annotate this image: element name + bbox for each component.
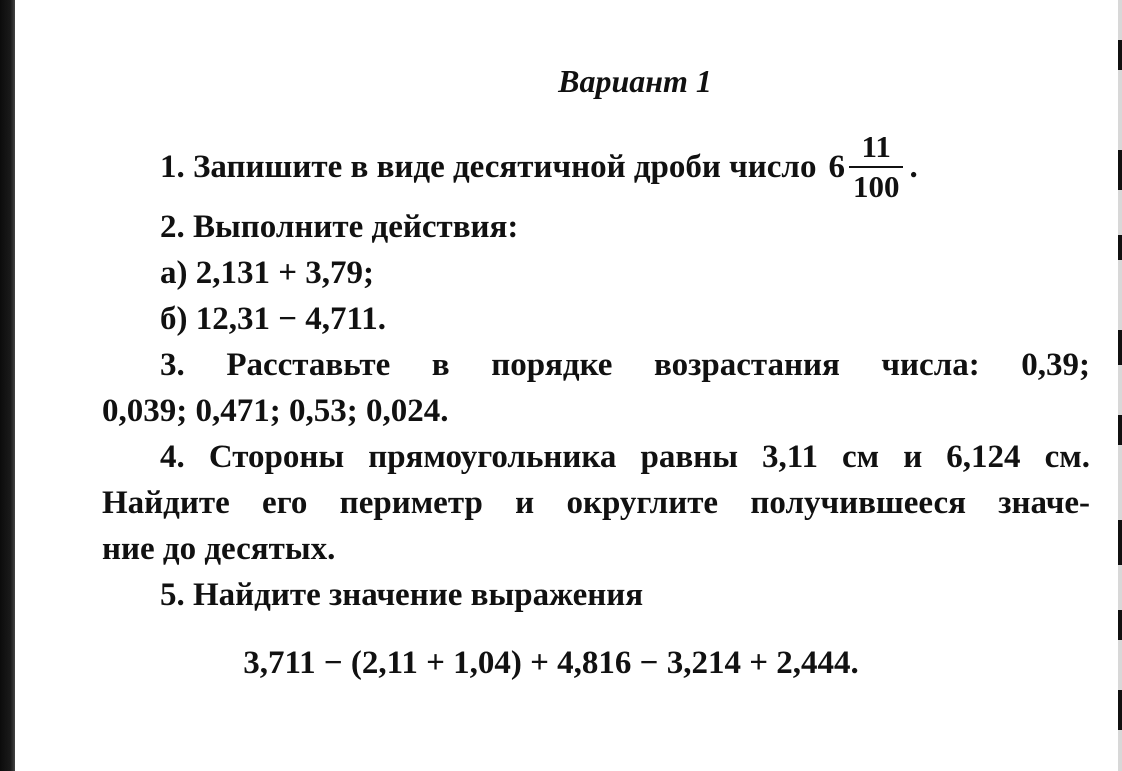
task-3-line-2: 0,039; 0,471; 0,53; 0,024. xyxy=(102,393,449,429)
task-4-line-2: Найдите его периметр и округлите получившееся значе- xyxy=(102,485,1090,521)
page-right-edge xyxy=(1118,0,1122,771)
fraction-numerator: 11 xyxy=(861,129,891,164)
task-1-end: . xyxy=(909,149,918,185)
task-2-text: 2. Выполните действия: xyxy=(160,209,519,245)
task-1-text: 1. Запишите в виде десятичной дроби число xyxy=(160,149,817,185)
task-4-line-1: 4. Стороны прямоугольника равны 3,11 см и 6,124 см. xyxy=(160,439,1090,475)
task-2-a: а) 2,131 + 3,79; xyxy=(160,255,375,291)
fraction-denominator: 100 xyxy=(849,166,904,204)
variant-title: Вариант 1 xyxy=(558,63,712,99)
task-4-line-3: ние до десятых. xyxy=(102,531,336,567)
task-1 xyxy=(102,129,1090,204)
task-2-b: б) 12,31 − 4,711. xyxy=(160,301,386,337)
mixed-number xyxy=(828,130,903,204)
worksheet xyxy=(102,58,1090,686)
page-left-edge xyxy=(0,0,15,771)
fraction xyxy=(849,130,904,204)
mixed-whole: 6 xyxy=(828,149,845,185)
task-3-line-1: 3. Расставьте в порядке возрастания числа: 0,39; xyxy=(160,347,1090,383)
task-5-expression: 3,711 − (2,11 + 1,04) + 4,816 − 3,214 + 2,444. xyxy=(243,645,859,681)
task-5-text: 5. Найдите значение выражения xyxy=(160,577,644,613)
